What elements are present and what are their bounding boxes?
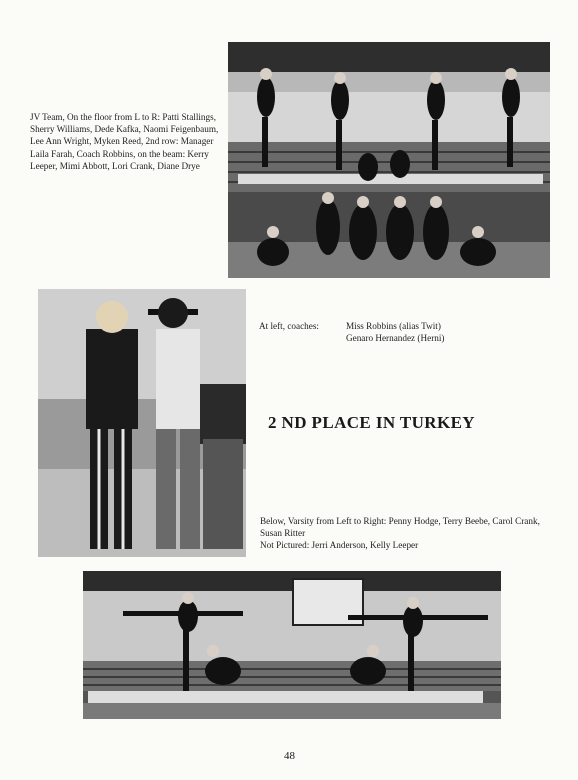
coach-name-1: Miss Robbins (alias Twit): [346, 321, 441, 331]
coaches-names: [346, 320, 444, 344]
coaches-photo: [38, 289, 246, 557]
photo-icon: [228, 42, 550, 278]
varsity-photo: [83, 571, 501, 719]
page-headline: 2 ND PLACE IN TURKEY: [268, 413, 475, 432]
coach-name-2: Genaro Hernandez (Herni): [346, 333, 445, 344]
page-number: 48: [284, 750, 295, 762]
photo-icon: [83, 571, 501, 719]
not-pictured: Not Pictured: Jerri Anderson, Kelly Leeper: [260, 540, 419, 551]
jv-team-photo: [228, 42, 550, 278]
varsity-caption: [260, 515, 560, 552]
photo-icon: [38, 289, 246, 557]
varsity-names: Below, Varsity from Left to Right: Penny Hodge, Terry Beebe, Carol Crank, Susan Ritter: [260, 516, 540, 539]
coaches-label: At left, coaches:: [259, 321, 319, 331]
jv-team-caption: JV Team, On the floor from L to R: Patti Stallings, Sherry Williams, Dede Kafka, Naomi Feigenbaum, Lee Ann Wright, Myken Reed, 2nd row: Manager Laila Farah, Coach Robbins, on the beam: Kerry Leeper, Mimi Abbott, Lori Crank, Diane Drye: [30, 112, 219, 171]
